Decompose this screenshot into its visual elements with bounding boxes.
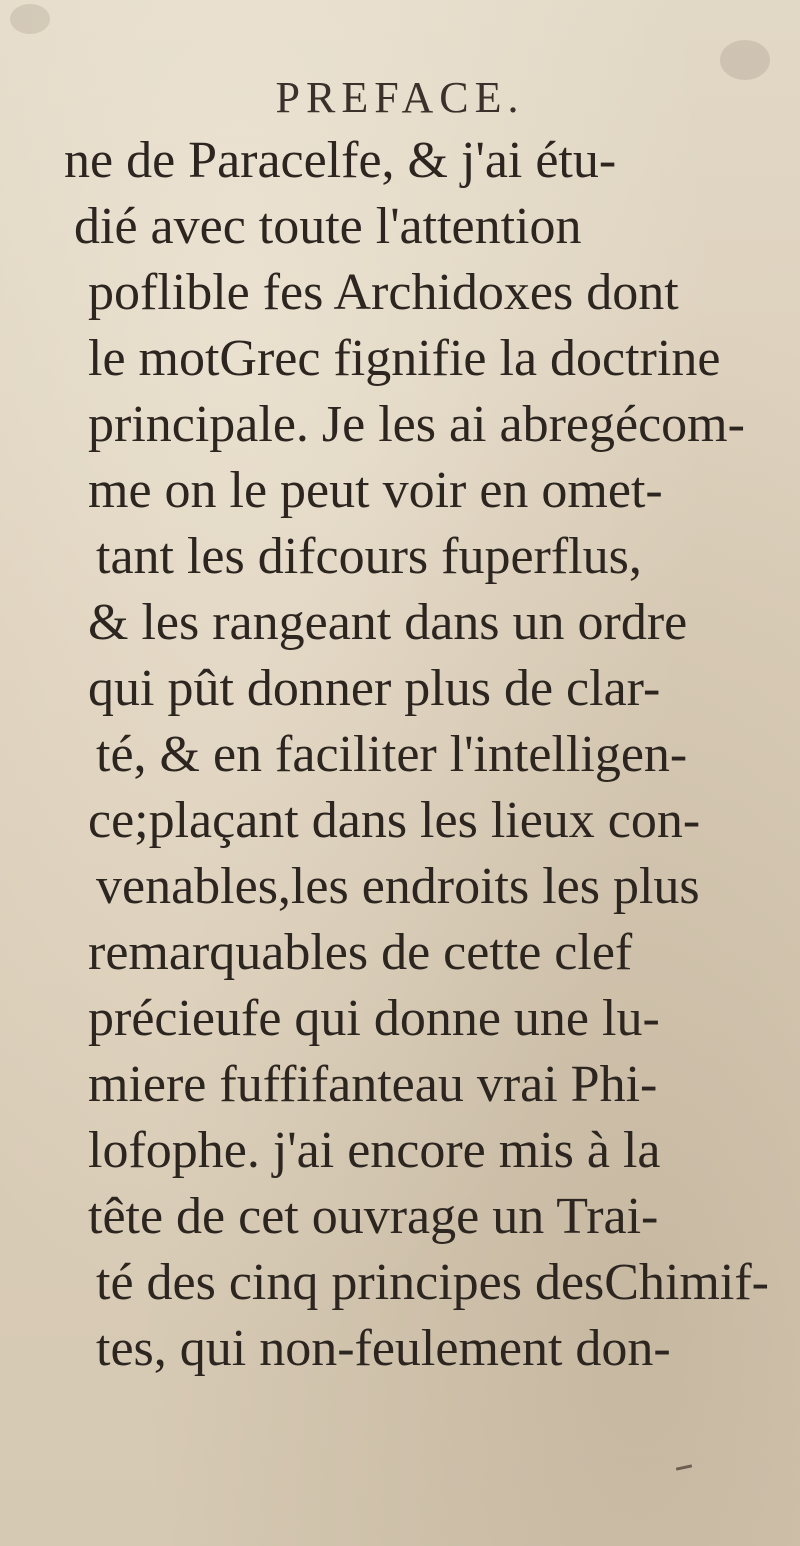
text-line: ce;plaçant dans les lieux con- <box>88 792 701 849</box>
body-text <box>40 128 780 1382</box>
text-line: miere fuffifanteau vrai Phi- <box>88 1056 658 1113</box>
text-line: le motGrec fignifie la doctrine <box>88 330 721 387</box>
text-line: té, & en faciliter l'intelligen- <box>96 726 688 783</box>
text-line: lofophe. j'ai encore mis à la <box>88 1122 661 1179</box>
text-line: tête de cet ouvrage un Trai- <box>88 1188 659 1245</box>
text-line: tes, qui non-feulement don- <box>96 1320 671 1377</box>
text-line: poflible fes Archidoxes dont <box>88 264 679 321</box>
text-line: venables,les endroits les plus <box>96 858 700 915</box>
text-line: qui pût donner plus de clar- <box>88 660 661 717</box>
text-line: dié avec toute l'attention <box>74 198 582 255</box>
text-line: me on le peut voir en omet- <box>88 462 663 519</box>
text-line: tant les difcours fuperflus, <box>96 528 642 585</box>
ink-mark <box>676 1464 692 1470</box>
running-head: PREFACE. <box>275 73 525 122</box>
paper-stain <box>10 4 50 34</box>
text-line: té des cinq principes desChimif- <box>96 1254 769 1311</box>
text-line: remarquables de cette clef <box>88 924 633 981</box>
text-line: ne de Paracelfe, & j'ai étu- <box>64 132 617 189</box>
text-line: précieufe qui donne une lu- <box>88 990 660 1047</box>
text-line: principale. Je les ai abregécom- <box>88 396 745 453</box>
text-line: & les rangeant dans un ordre <box>88 594 688 651</box>
